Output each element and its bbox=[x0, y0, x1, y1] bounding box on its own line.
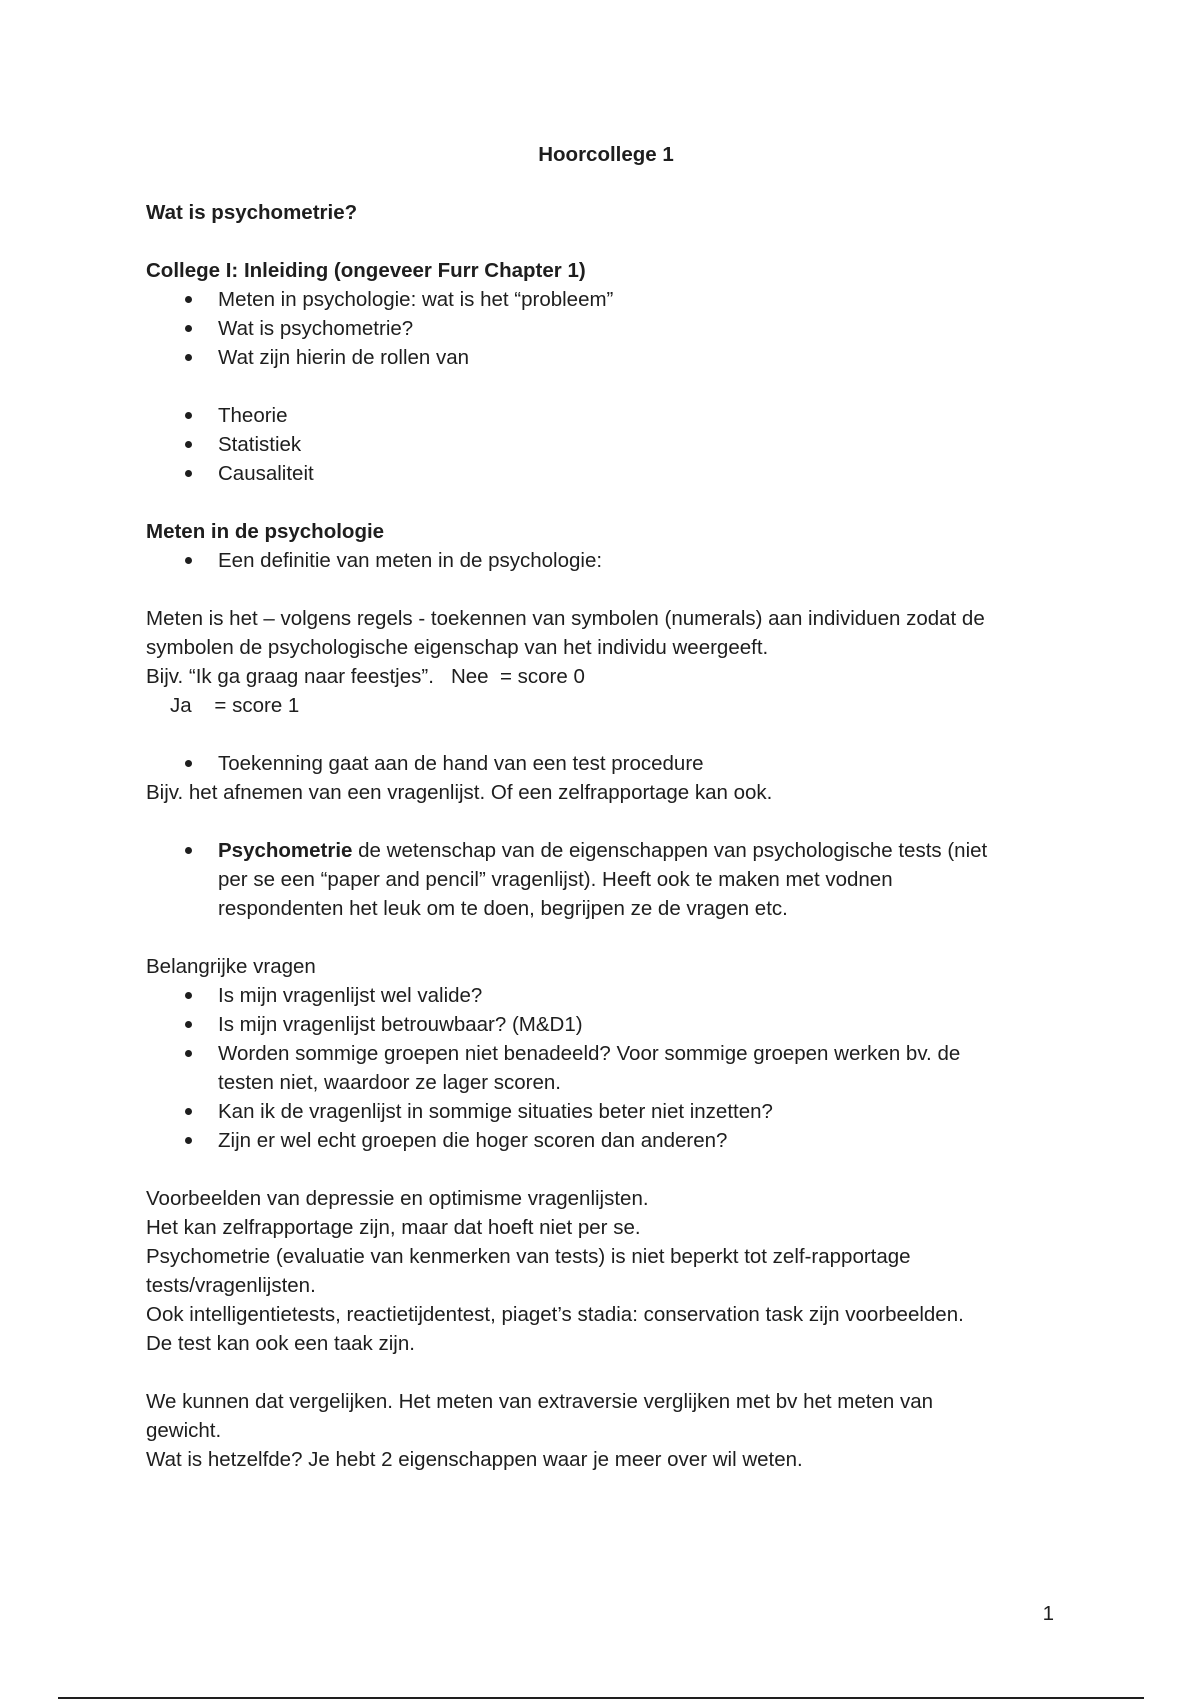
heading-wat-is-psychometrie: Wat is psychometrie? bbox=[146, 201, 358, 224]
list-item-text-cont: testen niet, waardoor ze lager scoren. bbox=[218, 1071, 561, 1094]
psychometrie-term: Psychometrie bbox=[218, 839, 353, 862]
psychometrie-definition: de wetenschap van de eigenschappen van psychologische tests (niet bbox=[352, 839, 988, 862]
example-text: Bijv. “Ik ga graag naar feestjes”. Nee = score 0 bbox=[146, 665, 585, 688]
document-title: Hoorcollege 1 bbox=[538, 143, 674, 166]
heading-belangrijke-vragen: Belangrijke vragen bbox=[146, 955, 316, 978]
paragraph-line: Psychometrie (evaluatie van kenmerken van tests) is niet beperkt tot zelf-rapportage bbox=[146, 1245, 911, 1268]
list-item: Theorie bbox=[218, 401, 1066, 430]
list-item: Zijn er wel echt groepen die hoger scoren dan anderen? bbox=[218, 1126, 1066, 1155]
list-item: Kan ik de vragenlijst in sommige situaties beter niet inzetten? bbox=[218, 1097, 1066, 1126]
footer-divider bbox=[58, 1697, 1144, 1699]
paragraph-line: De test kan ook een taak zijn. bbox=[146, 1332, 415, 1355]
definition-text-line: symbolen de psychologische eigenschap van het individu weergeeft. bbox=[146, 636, 769, 659]
list-item-text: Worden sommige groepen niet benadeeld? Voor sommige groepen werken bv. de bbox=[218, 1042, 961, 1065]
list-item: Causaliteit bbox=[218, 459, 1066, 488]
definition-text-line: Meten is het – volgens regels - toekennen van symbolen (numerals) aan individuen zodat de bbox=[146, 607, 985, 630]
list-item: Is mijn vragenlijst betrouwbaar? (M&D1) bbox=[218, 1010, 1066, 1039]
list-item bbox=[218, 836, 1066, 923]
psychometrie-definition-line2: per se een “paper and pencil” vragenlijst). Heeft ook te maken met vodnen bbox=[218, 868, 893, 891]
toekenning-note: Bijv. het afnemen van een vragenlijst. Of een zelfrapportage kan ook. bbox=[146, 781, 773, 804]
paragraph-line: Het kan zelfrapportage zijn, maar dat hoeft niet per se. bbox=[146, 1216, 641, 1239]
list-item: Wat zijn hierin de rollen van bbox=[218, 343, 1066, 372]
paragraph-line: Ook intelligentietests, reactietijdentest, piaget’s stadia: conservation task zijn voorbeelden. bbox=[146, 1303, 964, 1326]
psychometrie-definition-line3: respondenten het leuk om te doen, begrijpen ze de vragen etc. bbox=[218, 897, 788, 920]
bullet-list-psychometrie bbox=[146, 836, 1066, 923]
paragraph-line: gewicht. bbox=[146, 1419, 222, 1442]
list-item: Meten in psychologie: wat is het “probleem” bbox=[218, 285, 1066, 314]
paragraph-line: Wat is hetzelfde? Je hebt 2 eigenschappen waar je meer over wil weten. bbox=[146, 1448, 803, 1471]
bullet-list-roles bbox=[146, 401, 1066, 488]
paragraph-line: Voorbeelden van depressie en optimisme vragenlijsten. bbox=[146, 1187, 649, 1210]
list-item bbox=[218, 1039, 1066, 1097]
bullet-list-definition bbox=[146, 546, 1066, 575]
document-body bbox=[146, 140, 1066, 1474]
list-item: Statistiek bbox=[218, 430, 1066, 459]
heading-college-inleiding: College I: Inleiding (ongeveer Furr Chapter 1) bbox=[146, 259, 586, 282]
paragraph-line: tests/vragenlijsten. bbox=[146, 1274, 316, 1297]
list-item: Een definitie van meten in de psychologie: bbox=[218, 546, 1066, 575]
page-number: 1 bbox=[1042, 1602, 1054, 1625]
bullet-list-vragen bbox=[146, 981, 1066, 1155]
list-item: Is mijn vragenlijst wel valide? bbox=[218, 981, 1066, 1010]
bullet-list-toekenning bbox=[146, 749, 1066, 778]
heading-meten-in-de-psychologie: Meten in de psychologie bbox=[146, 520, 385, 543]
list-item: Wat is psychometrie? bbox=[218, 314, 1066, 343]
bullet-list-college-topics bbox=[146, 285, 1066, 372]
paragraph-line: We kunnen dat vergelijken. Het meten van extraversie verglijken met bv het meten van bbox=[146, 1390, 933, 1413]
list-item: Toekenning gaat aan de hand van een test procedure bbox=[218, 749, 1066, 778]
example-ja-text: Ja = score 1 bbox=[170, 694, 300, 717]
